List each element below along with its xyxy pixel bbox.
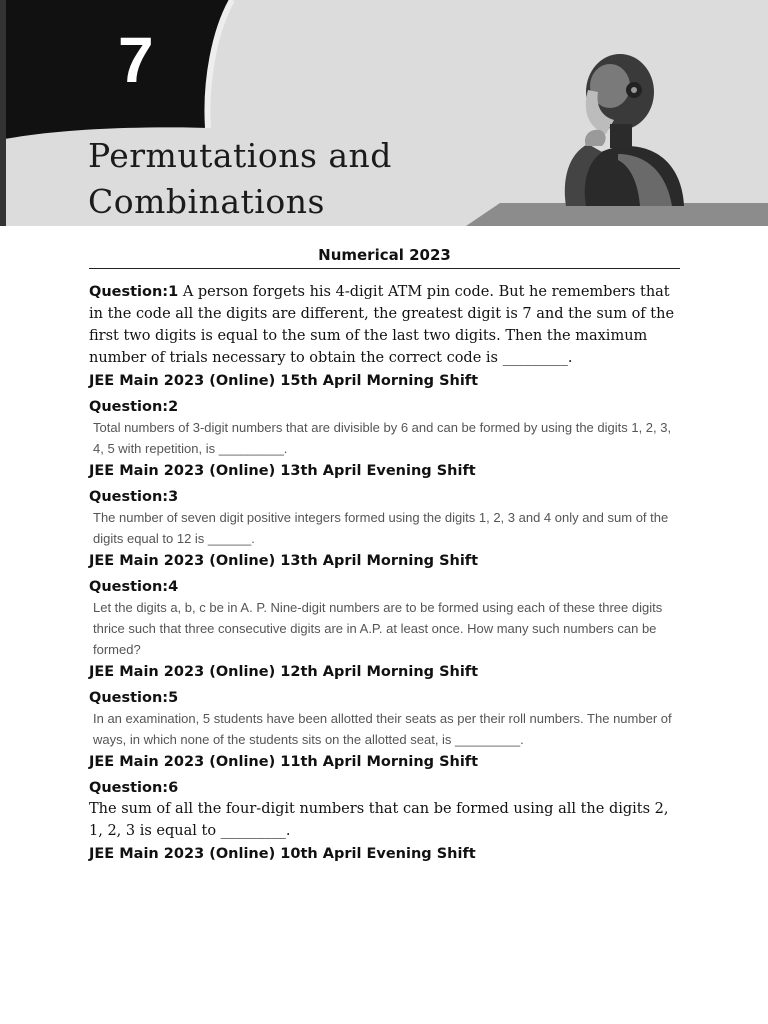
question-text-block (89, 281, 680, 369)
question-item (89, 489, 680, 569)
question-label: Question:2 (89, 399, 179, 415)
section-header: Numerical 2023 (89, 246, 680, 269)
question-text: A person forgets his 4-digit ATM pin code. But he remembers that in the code all the digits are different, the greatest digit is 7 and the sum of the first two digits is equal to the sum of the last two digits. Then the maximum number of trials necessary to obtain the correct code is _________. (89, 284, 675, 366)
question-label: Question:6 (89, 780, 179, 796)
question-source: JEE Main 2023 (Online) 12th April Morning Shift (89, 664, 479, 680)
question-sheet (89, 246, 680, 872)
question-text: The sum of all the four-digit numbers that can be formed using all the digits 2, 1, 2, 3 is equal to _________. (89, 801, 669, 839)
chapter-title (88, 133, 392, 225)
question-text: In an examination, 5 students have been allotted their seats as per their roll numbers. The number of ways, in which none of the students sits on the allotted seat, is _________. (93, 711, 672, 747)
question-source: JEE Main 2023 (Online) 13th April Morning Shift (89, 553, 479, 569)
question-label: Question:4 (89, 579, 179, 595)
question-text: Total numbers of 3-digit numbers that are divisible by 6 and can be formed by using the digits 1, 2, 3, 4, 5 with repetition, is _________. (93, 420, 672, 456)
question-item (89, 579, 680, 680)
question-source: JEE Main 2023 (Online) 10th April Evening Shift (89, 846, 476, 862)
question-item (89, 690, 680, 770)
question-text: The number of seven digit positive integers formed using the digits 1, 2, 3 and 4 only and sum of the digits equal to 12 is ______. (93, 510, 669, 546)
question-source: JEE Main 2023 (Online) 13th April Evening Shift (89, 463, 476, 479)
question-source: JEE Main 2023 (Online) 15th April Morning Shift (89, 373, 479, 389)
robot-thinker-icon (548, 50, 688, 206)
question-source: JEE Main 2023 (Online) 11th April Morning Shift (89, 754, 479, 770)
question-text: Let the digits a, b, c be in A. P. Nine-digit numbers are to be formed using each of these three digits thrice such that three consecutive digits are in A.P. at least once. How many such numbers can be formed? (93, 600, 663, 657)
question-label: Question:3 (89, 489, 179, 505)
question-item (89, 399, 680, 479)
question-item (89, 780, 680, 862)
chapter-banner (0, 0, 768, 226)
chapter-title-line1: Permutations and (88, 136, 392, 175)
question-item (89, 281, 680, 389)
question-label: Question:1 (89, 284, 179, 300)
question-label: Question:5 (89, 690, 179, 706)
chapter-title-line2: Combinations (88, 182, 325, 221)
chapter-number: 7 (118, 24, 154, 96)
